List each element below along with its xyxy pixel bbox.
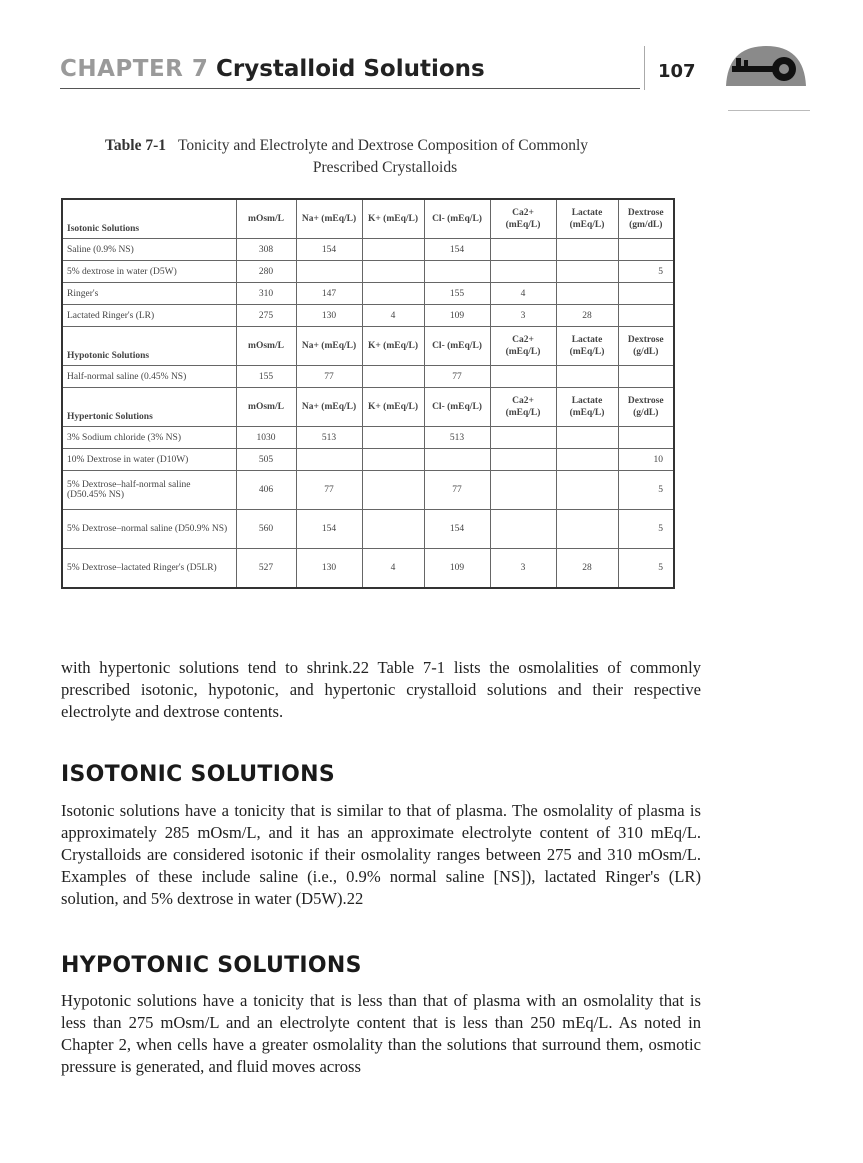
table-caption-line-2: Prescribed Crystalloids bbox=[312, 159, 458, 176]
column-header-cell: Ca2+ (mEq/L) bbox=[490, 199, 556, 239]
solution-name-cell: 5% Dextrose–half-normal saline (D50.45% NS) bbox=[62, 471, 236, 510]
column-header-cell: Cl- (mEq/L) bbox=[424, 388, 490, 427]
solution-name-cell: Half-normal saline (0.45% NS) bbox=[62, 366, 236, 388]
value-cell bbox=[362, 261, 424, 283]
column-header-cell: Lactate (mEq/L) bbox=[556, 199, 618, 239]
value-cell bbox=[362, 427, 424, 449]
table-row bbox=[62, 549, 674, 589]
value-cell: 155 bbox=[424, 283, 490, 305]
column-header-cell: Na+ (mEq/L) bbox=[296, 199, 362, 239]
value-cell: 109 bbox=[424, 549, 490, 589]
value-cell: 10 bbox=[618, 449, 674, 471]
value-cell: 147 bbox=[296, 283, 362, 305]
value-cell: 154 bbox=[296, 239, 362, 261]
value-cell bbox=[362, 449, 424, 471]
value-cell bbox=[618, 427, 674, 449]
table-row bbox=[62, 510, 674, 549]
value-cell: 1030 bbox=[236, 427, 296, 449]
hypotonic-heading: HYPOTONIC SOLUTIONS bbox=[61, 953, 362, 978]
column-header-cell: Ca2+ (mEq/L) bbox=[490, 327, 556, 366]
solution-name-cell: Saline (0.9% NS) bbox=[62, 239, 236, 261]
value-cell bbox=[296, 261, 362, 283]
table-row bbox=[62, 239, 674, 261]
value-cell: 406 bbox=[236, 471, 296, 510]
value-cell: 513 bbox=[296, 427, 362, 449]
header-separator bbox=[644, 46, 645, 90]
value-cell: 154 bbox=[424, 510, 490, 549]
table-row bbox=[62, 427, 674, 449]
solution-name-cell: 5% Dextrose–lactated Ringer's (D5LR) bbox=[62, 549, 236, 589]
value-cell: 308 bbox=[236, 239, 296, 261]
value-cell bbox=[362, 239, 424, 261]
value-cell bbox=[556, 427, 618, 449]
column-header-cell: mOsm/L bbox=[236, 199, 296, 239]
table-row bbox=[62, 305, 674, 327]
value-cell bbox=[362, 283, 424, 305]
chapter-title: Crystalloid Solutions bbox=[216, 56, 485, 82]
value-cell: 77 bbox=[424, 366, 490, 388]
value-cell: 28 bbox=[556, 549, 618, 589]
value-cell: 3 bbox=[490, 549, 556, 589]
column-header-cell: Na+ (mEq/L) bbox=[296, 388, 362, 427]
section-title-cell: Hypertonic Solutions bbox=[62, 388, 236, 427]
value-cell: 5 bbox=[618, 510, 674, 549]
value-cell: 505 bbox=[236, 449, 296, 471]
table-number: Table 7-1 bbox=[105, 137, 167, 154]
solution-name-cell: 3% Sodium chloride (3% NS) bbox=[62, 427, 236, 449]
isotonic-body: Isotonic solutions have a tonicity that is similar to that of plasma. The osmolality of plasma is approximately 285 mOsm/L, and it has an approximate electrolyte content of 310 mEq/L. Crystalloids are considered isotonic if their osmolality ranges between 275 and 310 mOsm/L. Examples of these include saline (i.e., 0.9% normal saline [NS]), lactated Ringer's (LR) solution, and 5% dextrose in water (D5W).22 bbox=[61, 801, 701, 908]
value-cell: 4 bbox=[362, 305, 424, 327]
value-cell bbox=[618, 305, 674, 327]
value-cell bbox=[490, 366, 556, 388]
hypotonic-body: Hypotonic solutions have a tonicity that is less than that of plasma with an osmolality that is less than 275 mOsm/L and an electrolyte content that is less than 250 mEq/L. As noted in Chapter 2, when cells have a greater osmolality than the solutions that surround them, osmotic pressure is generated, and fluid moves across bbox=[61, 991, 701, 1076]
column-header-cell: mOsm/L bbox=[236, 327, 296, 366]
value-cell: 4 bbox=[362, 549, 424, 589]
value-cell: 77 bbox=[296, 471, 362, 510]
value-cell: 310 bbox=[236, 283, 296, 305]
column-header-cell: Ca2+ (mEq/L) bbox=[490, 388, 556, 427]
value-cell: 130 bbox=[296, 305, 362, 327]
value-cell: 155 bbox=[236, 366, 296, 388]
value-cell bbox=[556, 366, 618, 388]
value-cell: 513 bbox=[424, 427, 490, 449]
value-cell bbox=[424, 261, 490, 283]
value-cell bbox=[556, 471, 618, 510]
table-row bbox=[62, 449, 674, 471]
value-cell: 77 bbox=[296, 366, 362, 388]
value-cell: 5 bbox=[618, 471, 674, 510]
value-cell bbox=[490, 427, 556, 449]
value-cell bbox=[490, 471, 556, 510]
value-cell bbox=[556, 261, 618, 283]
table-row bbox=[62, 366, 674, 388]
key-icon bbox=[724, 44, 808, 88]
isotonic-heading: ISOTONIC SOLUTIONS bbox=[61, 762, 336, 787]
column-header-cell: mOsm/L bbox=[236, 388, 296, 427]
header-right-rule bbox=[728, 110, 810, 111]
value-cell: 4 bbox=[490, 283, 556, 305]
solution-name-cell: 10% Dextrose in water (D10W) bbox=[62, 449, 236, 471]
value-cell bbox=[424, 449, 490, 471]
table-section-header bbox=[62, 327, 674, 366]
value-cell: 154 bbox=[424, 239, 490, 261]
value-cell bbox=[556, 449, 618, 471]
value-cell: 275 bbox=[236, 305, 296, 327]
value-cell: 280 bbox=[236, 261, 296, 283]
column-header-cell: K+ (mEq/L) bbox=[362, 199, 424, 239]
chapter-label: CHAPTER 7 bbox=[60, 56, 209, 82]
solution-name-cell: Ringer's bbox=[62, 283, 236, 305]
column-header-cell: Cl- (mEq/L) bbox=[424, 327, 490, 366]
value-cell bbox=[618, 283, 674, 305]
value-cell: 154 bbox=[296, 510, 362, 549]
value-cell: 527 bbox=[236, 549, 296, 589]
value-cell bbox=[362, 366, 424, 388]
table-caption-line-1: Tonicity and Electrolyte and Dextrose Composition of Commonly bbox=[178, 137, 589, 154]
section-title-cell: Isotonic Solutions bbox=[62, 199, 236, 239]
column-header-cell: Dextrose (gm/dL) bbox=[618, 199, 674, 239]
value-cell: 560 bbox=[236, 510, 296, 549]
column-header-cell: Lactate (mEq/L) bbox=[556, 388, 618, 427]
solution-name-cell: Lactated Ringer's (LR) bbox=[62, 305, 236, 327]
value-cell bbox=[490, 510, 556, 549]
value-cell bbox=[490, 261, 556, 283]
value-cell: 28 bbox=[556, 305, 618, 327]
page-number: 107 bbox=[658, 61, 696, 82]
value-cell bbox=[362, 471, 424, 510]
table-caption bbox=[105, 135, 705, 179]
table-section-header bbox=[62, 388, 674, 427]
value-cell bbox=[556, 239, 618, 261]
intro-paragraph: with hypertonic solutions tend to shrink.22 Table 7-1 lists the osmolalities of commonly prescribed isotonic, hypotonic, and hypertonic crystalloid solutions and their respective electrolyte and dextrose contents. bbox=[61, 658, 701, 721]
value-cell: 3 bbox=[490, 305, 556, 327]
electrolyte-table bbox=[61, 198, 675, 589]
column-header-cell: Na+ (mEq/L) bbox=[296, 327, 362, 366]
column-header-cell: Cl- (mEq/L) bbox=[424, 199, 490, 239]
table-section-header bbox=[62, 199, 674, 239]
column-header-cell: Lactate (mEq/L) bbox=[556, 327, 618, 366]
column-header-cell: K+ (mEq/L) bbox=[362, 388, 424, 427]
page-header bbox=[60, 52, 810, 97]
value-cell: 130 bbox=[296, 549, 362, 589]
value-cell bbox=[556, 283, 618, 305]
value-cell: 5 bbox=[618, 549, 674, 589]
value-cell bbox=[490, 239, 556, 261]
value-cell bbox=[556, 510, 618, 549]
table-row bbox=[62, 283, 674, 305]
solution-name-cell: 5% Dextrose–normal saline (D50.9% NS) bbox=[62, 510, 236, 549]
value-cell: 109 bbox=[424, 305, 490, 327]
value-cell bbox=[490, 449, 556, 471]
table-row bbox=[62, 471, 674, 510]
value-cell bbox=[296, 449, 362, 471]
value-cell: 77 bbox=[424, 471, 490, 510]
value-cell: 5 bbox=[618, 261, 674, 283]
value-cell bbox=[618, 239, 674, 261]
header-rule bbox=[60, 88, 640, 89]
value-cell bbox=[362, 510, 424, 549]
value-cell bbox=[618, 366, 674, 388]
section-title-cell: Hypotonic Solutions bbox=[62, 327, 236, 366]
column-header-cell: Dextrose (g/dL) bbox=[618, 327, 674, 366]
table-row bbox=[62, 261, 674, 283]
solution-name-cell: 5% dextrose in water (D5W) bbox=[62, 261, 236, 283]
electrolyte-table-container bbox=[61, 198, 673, 608]
column-header-cell: Dextrose (g/dL) bbox=[618, 388, 674, 427]
column-header-cell: K+ (mEq/L) bbox=[362, 327, 424, 366]
